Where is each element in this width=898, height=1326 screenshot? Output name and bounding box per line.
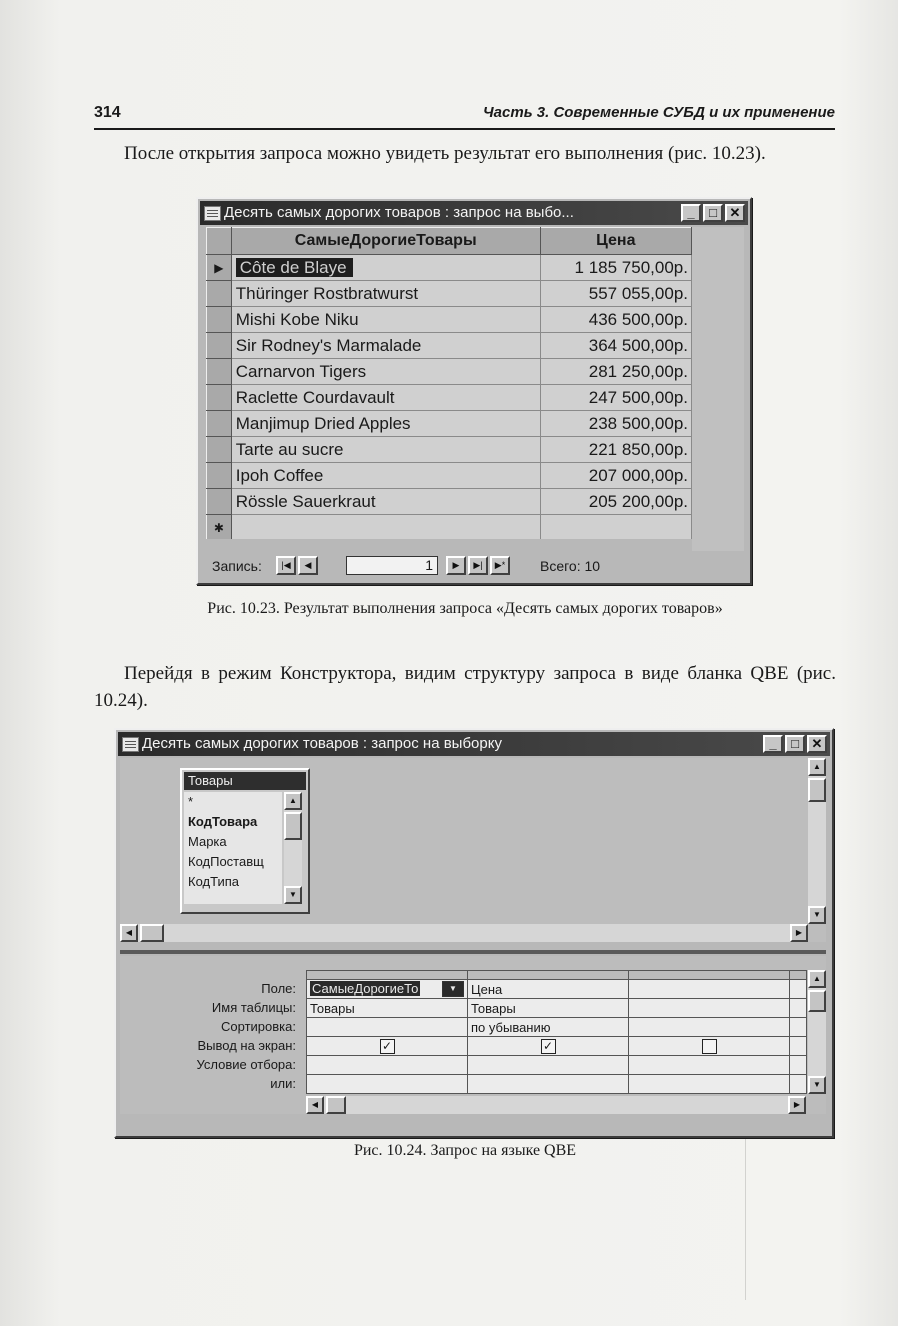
pane-splitter[interactable]	[120, 950, 826, 954]
product-name-cell[interactable]	[231, 307, 540, 333]
window-body-background	[692, 227, 744, 551]
close-icon[interactable]: ✕	[807, 735, 827, 753]
product-name-cell[interactable]	[231, 281, 540, 307]
qbe-show-cell[interactable]	[790, 1037, 807, 1056]
scroll-arrow-icon[interactable]: ▼	[808, 1076, 826, 1094]
scroll-arrow-icon[interactable]: ▲	[808, 758, 826, 776]
table-row[interactable]	[207, 489, 692, 515]
table-field-list[interactable]	[180, 768, 310, 914]
product-name-cell[interactable]	[231, 489, 540, 515]
paragraph-2: Перейдя в режим Конструктора, видим структуру запроса в виде бланка QBE (рис. 10.24).	[94, 663, 836, 711]
select-all-corner[interactable]	[207, 228, 232, 255]
table-row[interactable]	[207, 255, 692, 281]
table-pane-hscroll[interactable]	[120, 924, 808, 942]
qbe-table-cell[interactable]	[790, 999, 807, 1018]
product-name: Mishi Kobe Niku	[235, 309, 359, 329]
qbe-sort-cell[interactable]	[790, 1018, 807, 1037]
table-pane	[120, 758, 826, 942]
design-grid-hscroll[interactable]	[306, 1096, 806, 1114]
price-cell[interactable]: 557 055,00р.	[540, 281, 691, 307]
qbe-window-titlebar[interactable]	[118, 732, 830, 756]
table-row[interactable]	[207, 411, 692, 437]
record-selector[interactable]	[207, 307, 232, 333]
scroll-arrow-icon[interactable]: ◀	[306, 1096, 324, 1114]
scroll-thumb[interactable]	[326, 1096, 346, 1114]
column-header-price[interactable]: Цена	[540, 228, 691, 255]
product-name-cell[interactable]	[231, 255, 540, 281]
record-selector[interactable]	[207, 333, 232, 359]
new-record-row[interactable]	[207, 515, 692, 540]
window-title: Десять самых дорогих товаров : запрос на выборку	[142, 735, 502, 752]
record-navigation-bar	[206, 555, 746, 577]
scroll-arrow-icon[interactable]: ▶	[790, 924, 808, 942]
price-cell[interactable]: 205 200,00р.	[540, 489, 691, 515]
window-app-icon[interactable]	[122, 737, 139, 752]
row-label-show: Вывод на экран:	[197, 1038, 296, 1053]
scroll-thumb[interactable]	[808, 990, 826, 1012]
qbe-field-cell[interactable]	[307, 980, 468, 999]
scroll-thumb[interactable]	[808, 778, 826, 802]
price-cell[interactable]: 1 185 750,00р.	[540, 255, 691, 281]
qbe-criteria-cell[interactable]	[790, 1056, 807, 1075]
qbe-or-cell[interactable]	[629, 1075, 790, 1094]
scroll-thumb[interactable]	[284, 812, 302, 840]
qbe-criteria-cell[interactable]	[307, 1056, 468, 1075]
price-cell[interactable]: 221 850,00р.	[540, 437, 691, 463]
product-name-cell[interactable]	[231, 385, 540, 411]
checkbox-icon[interactable]: ✓	[380, 1039, 395, 1054]
table-field-list-title[interactable]: Товары	[184, 772, 306, 790]
record-selector-icon[interactable]: ▶	[207, 255, 232, 281]
row-label-criteria: Условие отбора:	[196, 1057, 296, 1072]
record-label: Запись:	[212, 558, 262, 574]
product-name: Sir Rodney's Marmalade	[235, 335, 422, 355]
record-selector[interactable]	[207, 359, 232, 385]
first-record-button[interactable]: |◀	[276, 556, 296, 575]
record-selector[interactable]	[207, 385, 232, 411]
checkbox-icon[interactable]	[702, 1039, 717, 1054]
record-total: Всего: 10	[540, 558, 601, 574]
column-header-name[interactable]: СамыеДорогиеТовары	[231, 228, 540, 255]
product-name: Manjimup Dried Apples	[235, 413, 411, 433]
qbe-design-grid	[306, 970, 807, 1094]
price-cell[interactable]: 281 250,00р.	[540, 359, 691, 385]
row-labels	[120, 979, 300, 1093]
maximize-icon[interactable]: □	[785, 735, 805, 753]
price-cell[interactable]: 247 500,00р.	[540, 385, 691, 411]
qbe-field-cell[interactable]	[790, 980, 807, 999]
table-pane-vscroll[interactable]	[808, 758, 826, 924]
datasheet-table	[206, 227, 692, 539]
table-row[interactable]	[207, 307, 692, 333]
qbe-or-cell[interactable]	[468, 1075, 629, 1094]
field-list-item[interactable]: КодТовара	[188, 814, 258, 829]
row-label-table: Имя таблицы:	[211, 1000, 296, 1015]
table-row[interactable]	[207, 359, 692, 385]
scroll-thumb[interactable]	[140, 924, 164, 942]
qbe-show-cell	[307, 1037, 468, 1056]
field-list-scrollbar[interactable]	[284, 792, 302, 904]
price-cell[interactable]: 238 500,00р.	[540, 411, 691, 437]
window-app-icon[interactable]	[204, 206, 221, 221]
qbe-sort-cell[interactable]	[307, 1018, 468, 1037]
next-record-button[interactable]: ▶	[446, 556, 466, 575]
field-list-item[interactable]: *	[188, 794, 194, 809]
qbe-or-cell[interactable]	[790, 1075, 807, 1094]
product-name: Carnarvon Tigers	[235, 361, 367, 381]
page-number: 314	[94, 104, 121, 121]
product-name-cell[interactable]	[231, 437, 540, 463]
combo-arrow-icon[interactable]: ▼	[442, 981, 464, 997]
row-label-or: или:	[270, 1076, 296, 1091]
qbe-sort-cell[interactable]	[629, 1018, 790, 1037]
qbe-criteria-cell[interactable]	[468, 1056, 629, 1075]
scroll-arrow-icon[interactable]: ▲	[284, 792, 302, 810]
qbe-table-cell[interactable]: Товары	[468, 999, 629, 1018]
column-selector[interactable]	[307, 971, 468, 980]
record-selector[interactable]	[207, 437, 232, 463]
figure-caption-10-23: Рис. 10.23. Результат выполнения запроса «Десять самых дорогих товаров»	[207, 600, 723, 617]
record-selector[interactable]	[207, 489, 232, 515]
results-window	[196, 197, 752, 585]
table-row[interactable]	[207, 463, 692, 489]
new-record-icon[interactable]: ✱	[207, 515, 232, 540]
qbe-table-cell[interactable]: Товары	[307, 999, 468, 1018]
minimize-icon[interactable]: _	[763, 735, 783, 753]
design-grid-vscroll[interactable]	[808, 970, 826, 1094]
product-name: Ipoh Coffee	[235, 465, 324, 485]
scroll-arrow-icon[interactable]: ▼	[808, 906, 826, 924]
last-record-button[interactable]: ▶|	[468, 556, 488, 575]
qbe-show-cell	[468, 1037, 629, 1056]
field-list-item[interactable]: КодТипа	[188, 874, 240, 889]
scroll-arrow-icon[interactable]: ◀	[120, 924, 138, 942]
minimize-icon[interactable]: _	[681, 204, 701, 222]
previous-record-button[interactable]: ◀	[298, 556, 318, 575]
new-record-cell[interactable]	[231, 515, 540, 540]
row-label-field: Поле:	[261, 981, 296, 996]
datasheet	[206, 227, 692, 539]
qbe-show-cell	[629, 1037, 790, 1056]
field-list-item[interactable]: Марка	[188, 834, 227, 849]
qbe-or-cell[interactable]	[307, 1075, 468, 1094]
qbe-criteria-cell[interactable]	[629, 1056, 790, 1075]
record-selector[interactable]	[207, 463, 232, 489]
qbe-window	[114, 728, 834, 1138]
qbe-sort-cell[interactable]: по убыванию	[468, 1018, 629, 1037]
new-record-button[interactable]: ▶*	[490, 556, 510, 575]
scroll-arrow-icon[interactable]: ▲	[808, 970, 826, 988]
figure-caption-10-24: Рис. 10.24. Запрос на языке QBE	[353, 1142, 577, 1159]
record-selector[interactable]	[207, 281, 232, 307]
price-cell[interactable]: 364 500,00р.	[540, 333, 691, 359]
product-name: Thüringer Rostbratwurst	[235, 283, 419, 303]
qbe-field-cell[interactable]: Цена	[468, 980, 629, 999]
close-icon[interactable]: ✕	[725, 204, 745, 222]
design-grid-pane	[120, 956, 826, 1114]
table-row[interactable]	[207, 333, 692, 359]
product-name-cell[interactable]	[231, 333, 540, 359]
row-label-sort: Сортировка:	[221, 1019, 296, 1034]
price-cell[interactable]: 207 000,00р.	[540, 463, 691, 489]
qbe-field-cell[interactable]	[629, 980, 790, 999]
product-name-cell[interactable]	[231, 411, 540, 437]
product-name: Raclette Courdavault	[235, 387, 395, 407]
product-name: Côte de Blaye	[236, 258, 353, 277]
product-name: Rössle Sauerkraut	[235, 491, 376, 511]
paragraph-1: После открытия запроса можно увидеть результат его выполнения (рис. 10.23).	[124, 143, 766, 164]
table-row[interactable]	[207, 385, 692, 411]
scroll-arrow-icon[interactable]: ▼	[284, 886, 302, 904]
new-record-cell[interactable]	[540, 515, 691, 540]
window-title: Десять самых дорогих товаров : запрос на выбо...	[224, 204, 574, 221]
results-window-titlebar[interactable]	[200, 201, 748, 225]
product-name-cell[interactable]	[231, 359, 540, 385]
maximize-icon[interactable]: □	[703, 204, 723, 222]
price-cell[interactable]: 436 500,00р.	[540, 307, 691, 333]
column-selector[interactable]	[468, 971, 629, 980]
table-row[interactable]	[207, 281, 692, 307]
column-selector[interactable]	[629, 971, 790, 980]
checkbox-icon[interactable]: ✓	[541, 1039, 556, 1054]
field-list-item[interactable]: КодПоставщ	[188, 854, 264, 869]
product-name: Tarte au sucre	[235, 439, 344, 459]
record-selector[interactable]	[207, 411, 232, 437]
qbe-field-value: СамыеДорогиеТо	[312, 981, 419, 996]
running-head	[94, 102, 835, 130]
column-selector[interactable]	[790, 971, 807, 980]
qbe-table-cell[interactable]	[629, 999, 790, 1018]
part-title: Часть 3. Современные СУБД и их применение	[483, 104, 835, 121]
table-row[interactable]	[207, 437, 692, 463]
record-number-field[interactable]: 1	[346, 556, 438, 575]
product-name-cell[interactable]	[231, 463, 540, 489]
field-list	[184, 792, 282, 904]
scroll-arrow-icon[interactable]: ▶	[788, 1096, 806, 1114]
